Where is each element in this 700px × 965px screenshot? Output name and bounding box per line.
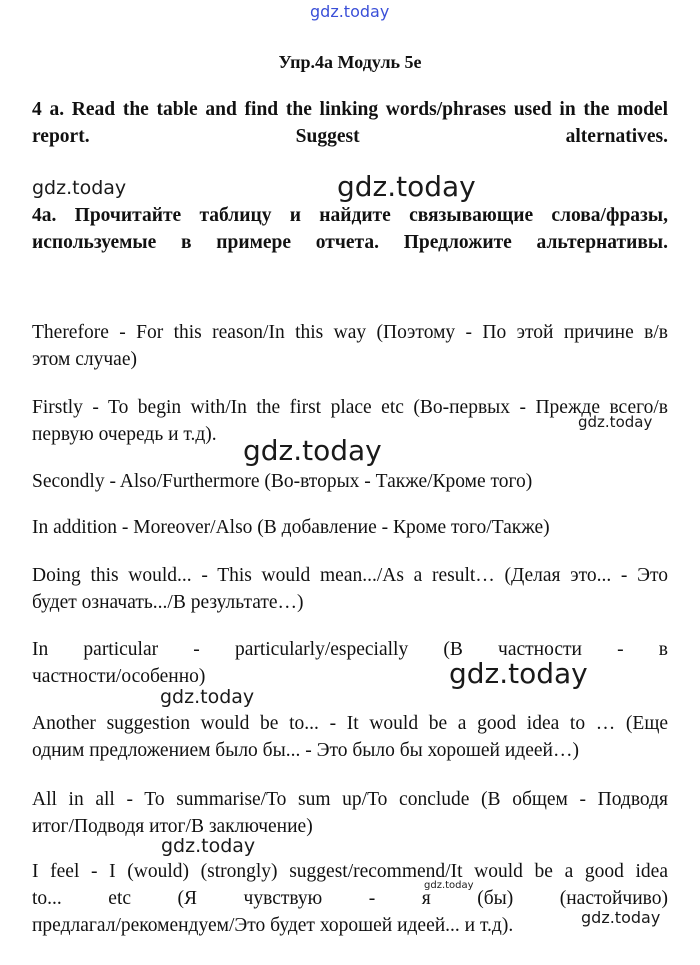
list-item <box>32 319 668 373</box>
item-line: предлагал/рекомендуем/Это будет хорошей идеей... и т.д). <box>32 915 514 936</box>
list-item <box>32 858 668 939</box>
item-line: этом случае) <box>32 349 137 370</box>
item-line: итог/Подводя итог/В заключение) <box>32 816 313 837</box>
list-item <box>32 786 668 840</box>
watermark: gdz.today <box>160 686 255 708</box>
item-line: I feel - I (would) (strongly) suggest/recommend/It would be a good idea <box>32 861 668 882</box>
watermark: gdz.today <box>578 413 653 431</box>
task-russian: 4а. Прочитайте таблицу и найдите связывающие слова/фразы, используемые в примере отчета. Предложите альтернативы. <box>32 205 668 253</box>
list-item <box>32 710 668 764</box>
list-item <box>32 468 668 495</box>
watermark: gdz.today <box>337 170 476 203</box>
item-line: All in all - To summarise/To sum up/To conclude (В общем - Подводя <box>32 789 668 810</box>
page-title: Упр.4а Модуль 5е <box>278 52 422 72</box>
item-line: первую очередь и т.д). <box>32 424 217 445</box>
item-line: частности/особенно) <box>32 666 206 687</box>
watermark: gdz.today <box>243 434 382 467</box>
item-line: будет означать.../В результате…) <box>32 592 304 613</box>
item-line: In particular - particularly/especially (В частности - в <box>32 639 668 660</box>
watermark-top: gdz.today <box>310 2 390 21</box>
list-item <box>32 636 668 690</box>
list-item <box>32 394 668 448</box>
watermark: gdz.today <box>161 835 256 857</box>
item-line: Firstly - To begin with/In the first place etc (Во-первых - Прежде всего/в <box>32 397 668 418</box>
watermark: gdz.today <box>32 177 127 199</box>
item-line: Another suggestion would be to... - It would be a good idea to … (Еще <box>32 713 668 734</box>
watermark: gdz.today <box>424 880 474 891</box>
item-line: to... etc (Я чувствую - я (бы) (настойчиво) <box>32 888 668 909</box>
task-english: 4 a. Read the table and find the linking words/phrases used in the model report. Suggest alternatives. <box>32 99 668 147</box>
list-item <box>32 514 668 541</box>
item-line: In addition - Moreover/Also (В добавление - Кроме того/Также) <box>32 517 550 538</box>
list-item <box>32 562 668 616</box>
item-line: Secondly - Also/Furthermore (Во-вторых - Также/Кроме того) <box>32 471 533 492</box>
item-line: одним предложением было бы... - Это было бы хорошей идеей…) <box>32 740 579 761</box>
watermark: gdz.today <box>449 657 588 690</box>
watermark: gdz.today <box>581 908 661 927</box>
item-line: Doing this would... - This would mean.../As a result… (Делая это... - Это <box>32 565 668 586</box>
item-line: Therefore - For this reason/In this way (Поэтому - По этой причине в/в <box>32 322 668 343</box>
